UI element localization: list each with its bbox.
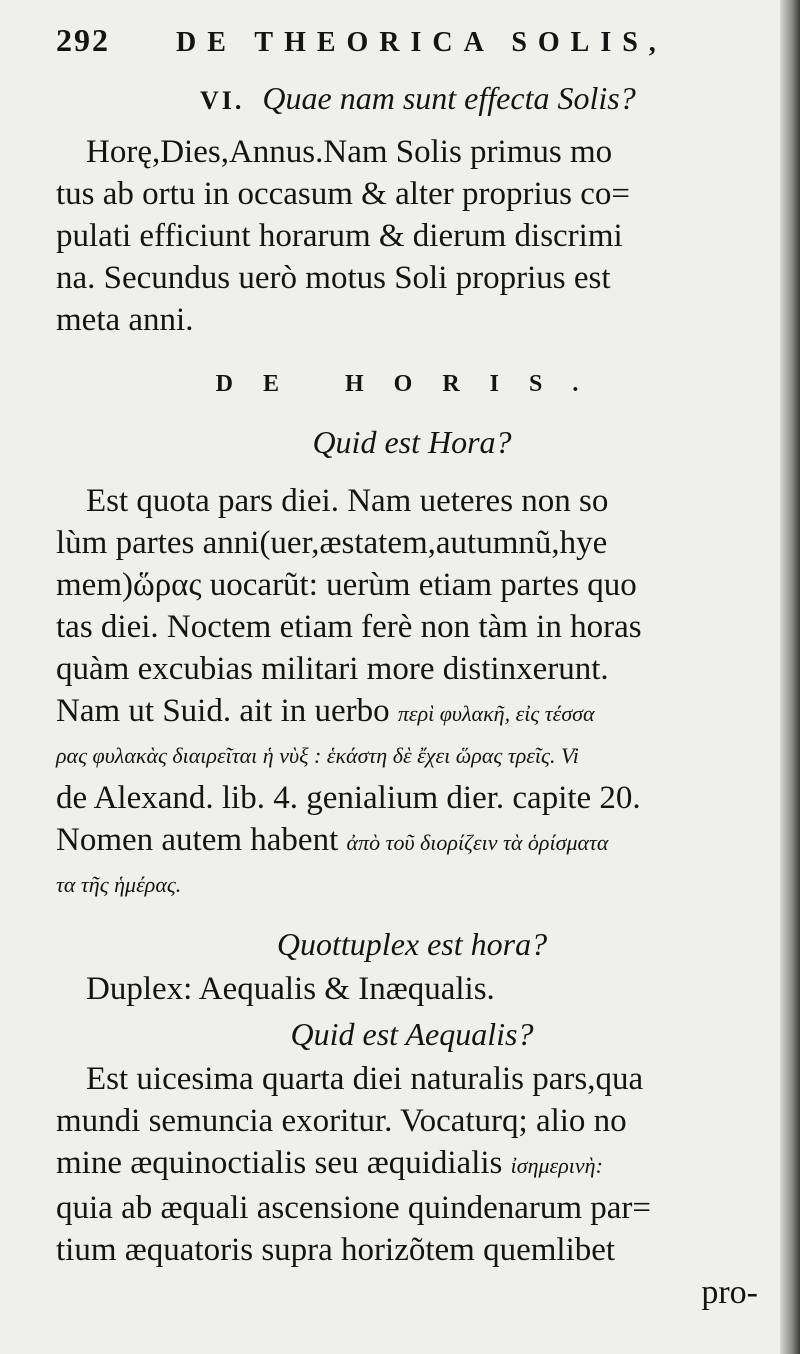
running-title: DE THEORICA SOLIS, — [176, 27, 667, 58]
page-content — [56, 22, 768, 1315]
running-header — [56, 22, 768, 74]
text-line: tium æquatoris supra horizõtem quemlibet — [56, 1232, 616, 1268]
greek-text: περὶ φυλακῆ, εἰς τέσσα — [397, 701, 595, 726]
page-gutter-shadow — [780, 0, 800, 1354]
text-line: quia ab æquali ascensione quindenarum par= — [56, 1190, 652, 1226]
text-line: Duplex: Aequalis & Inæqualis. — [86, 971, 495, 1007]
page-number: 292 — [56, 22, 110, 58]
text-line: mem)ὥρας uocarũt: uerùm etiam partes quo — [56, 567, 637, 603]
text-line: pulati efficiunt horarum & dierum discrimi — [56, 218, 623, 254]
text-fragment: Nomen autem habent — [56, 822, 339, 858]
paragraph-duplex — [56, 968, 768, 1010]
text-fragment: mine æquinoctialis seu æquidialis — [56, 1145, 503, 1181]
text-fragment: Nam ut Suid. ait in uerbo — [56, 693, 390, 729]
question-heading: Quid est Hora? — [312, 424, 512, 460]
catchword: pro- — [701, 1274, 758, 1311]
text-line — [56, 819, 768, 864]
text-line: ρας φυλακὰς διαιρεῖται ἡ νὺξ : ἑκάστη δὲ ἔχει ὥρας τρεῖς. Vi — [56, 743, 579, 768]
text-line — [56, 690, 768, 735]
greek-text: ἀπὸ τοῦ διορίζειν τὰ ὁρίσματα — [346, 830, 609, 855]
text-line: Est quota pars diei. Nam ueteres non so — [86, 483, 609, 519]
text-line: na. Secundus uerò motus Soli proprius est — [56, 260, 611, 296]
text-line: Horę,Dies,Annus.Nam Solis primus mo — [86, 134, 613, 170]
paragraph-hora — [56, 480, 768, 906]
text-line: tus ab ortu in occasum & alter proprius co= — [56, 176, 630, 212]
text-line: τα τῆς ἡμέρας. — [56, 872, 182, 897]
question-heading — [56, 74, 768, 125]
greek-text: ἰσημερινὴ: — [510, 1153, 603, 1178]
text-line: de Alexand. lib. 4. genialium dier. capite 20. — [56, 780, 641, 816]
question-heading: Quottuplex est hora? — [276, 926, 548, 962]
text-line: quàm excubias militari more distinxerunt. — [56, 651, 609, 687]
section-heading: DE HORIS. — [215, 371, 609, 397]
paragraph-aequalis — [56, 1058, 768, 1271]
paragraph-effects — [56, 131, 768, 341]
text-line: meta anni. — [56, 302, 194, 338]
question-text: Quae nam sunt effecta Solis? — [262, 80, 636, 116]
text-line: lùm partes anni(uer,æstatem,autumnũ,hye — [56, 525, 608, 561]
text-line: tas diei. Noctem etiam ferè non tàm in horas — [56, 609, 642, 645]
text-line: Est uicesima quarta diei naturalis pars,qua — [86, 1061, 644, 1097]
text-line — [56, 1142, 768, 1187]
text-line: mundi semuncia exoritur. Vocaturq; alio no — [56, 1103, 627, 1139]
question-numeral: VI. — [200, 86, 245, 115]
question-heading: Quid est Aequalis? — [290, 1016, 534, 1052]
